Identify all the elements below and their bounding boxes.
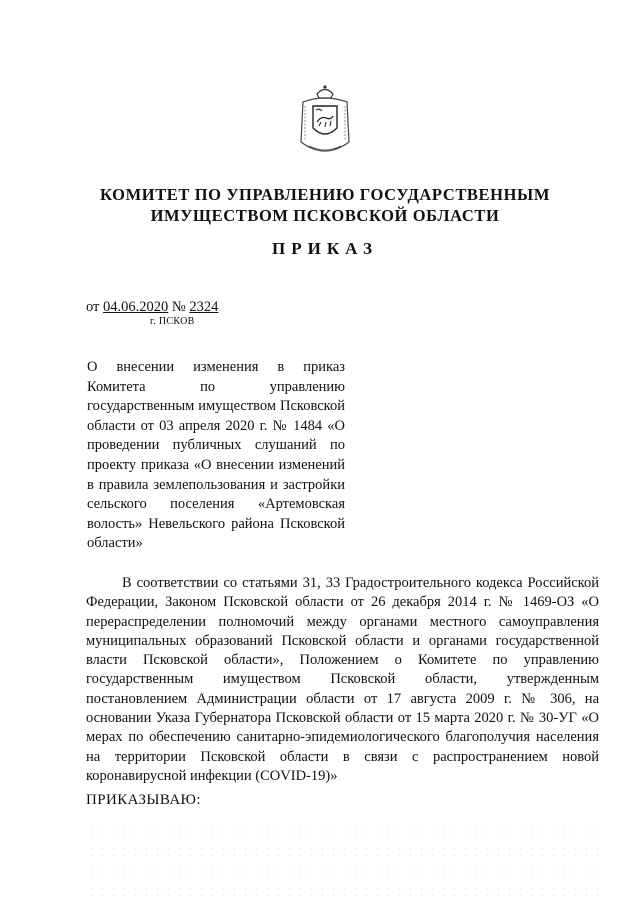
document-date: 04.06.2020 xyxy=(103,299,169,315)
date-number-line xyxy=(86,299,218,315)
faded-text-line xyxy=(86,866,599,876)
document-subject: О внесении изменения в приказ Комитета по управлению государственным имуществом Псковской области от 03 апреля 2020 г. № 1484 «О проведении публичных слушаний по проекту приказа «О внесении изменений в правила землепользования и застройки сельского поселения «Артемовская волость» Невельского района Псковской области» xyxy=(87,359,345,552)
date-prefix: от xyxy=(86,299,104,315)
faded-text-line xyxy=(86,886,599,896)
committee-name xyxy=(60,184,590,226)
document-type-title: ПРИКАЗ xyxy=(272,239,378,258)
decree-heading: ПРИКАЗЫВАЮ: xyxy=(86,792,201,808)
document-number: 2324 xyxy=(189,299,219,315)
number-sign: № xyxy=(168,299,190,315)
preamble-paragraph: В соответствии со статьями 31, 33 Градостроительного кодекса Российской Федерации, Законом Псковской области от 26 декабря 2014 г. № 1469-ОЗ «О перераспределении полномочий между органами местного самоуправления муниципальных образований Псковской области и органами государственной власти Псковской области», Положением о Комитете по управлению государственным имуществом Псковской области, утвержденным постановлением Администрации области от 17 августа 2009 г. № 306, на основании Указа Губернатора Псковской области от 15 марта 2020 г. № 30-УГ «О мерах по обеспечению санитарно-эпидемиологического благополучия населения на территории Псковской области в связи с распространением новой коронавирусной инфекции (COVID-19)» xyxy=(86,575,599,784)
faded-text-line xyxy=(86,826,599,836)
city-label: г. ПСКОВ xyxy=(150,316,195,327)
committee-name-line2: ИМУЩЕСТВОМ ПСКОВСКОЙ ОБЛАСТИ xyxy=(150,206,500,225)
faded-text-line xyxy=(86,846,599,856)
coat-of-arms-icon xyxy=(295,84,355,160)
committee-name-line1: КОМИТЕТ ПО УПРАВЛЕНИЮ ГОСУДАРСТВЕННЫМ xyxy=(100,185,550,204)
